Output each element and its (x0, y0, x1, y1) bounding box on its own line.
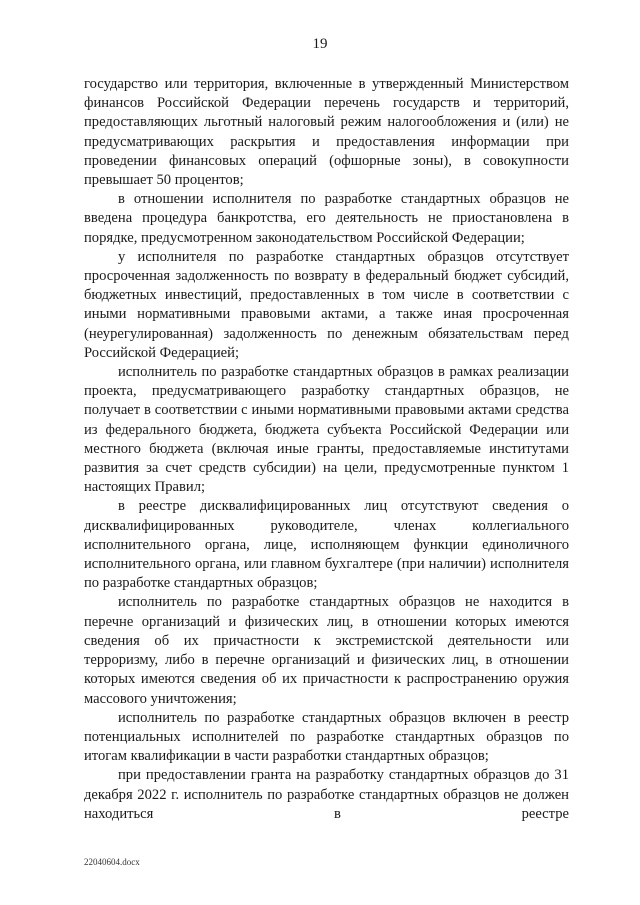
paragraph: исполнитель по разработке стандартных образцов не находится в перечне организаций и физических лиц, в отношении которых имеются сведения об их причастности к экстремистской деятельности или терроризму, либо в перечне организаций и физических лиц, в отношении которых имеются сведения об их причастности к распространению оружия массового уничтожения; (84, 594, 569, 707)
footer-filename: 22040604.docx (84, 857, 140, 867)
paragraph: у исполнителя по разработке стандартных образцов отсутствует просроченная задолженность по возврату в федеральный бюджет субсидий, бюджетных инвестиций, предоставленных в том числе в соответствии с иными нормативными правовыми актами, а также иная просроченная (неурегулированная) задолженность по денежным обязательствам перед Российской Федерацией; (84, 248, 569, 361)
document-body (84, 75, 569, 824)
paragraph: государство или территория, включенные в утвержденный Министерством финансов Российской Федерации перечень государств и территорий, предоставляющих льготный налоговый режим налогообложения и (или) не предусматривающих раскрытия и предоставления информации при проведении финансовых операций (офшорные зоны), в совокупности превышает 50 процентов; (84, 76, 569, 189)
page-number: 19 (312, 36, 328, 52)
paragraph: в отношении исполнителя по разработке стандартных образцов не введена процедура банкротства, его деятельность не приостановлена в порядке, предусмотренном законодательством Российской Федерации; (84, 191, 569, 246)
paragraph: исполнитель по разработке стандартных образцов в рамках реализации проекта, предусматривающего разработку стандартных образцов, не получает в соответствии с иными нормативными правовыми актами средства из федерального бюджета, бюджета субъекта Российской Федерации или местного бюджета (включая иные гранты, предоставляемые институтами развития за счет средств субсидии) на цели, предусмотренные пунктом 1 настоящих Правил; (84, 364, 569, 496)
paragraph: исполнитель по разработке стандартных образцов включен в реестр потенциальных исполнителей по разработке стандартных образцов по итогам квалификации в части разработки стандартных образцов; (84, 709, 569, 765)
paragraph: при предоставлении гранта на разработку стандартных образцов до 31 декабря 2022 г. исполнитель по разработке стандартных образцов не должен находиться в реестре (84, 767, 569, 822)
paragraph: в реестре дисквалифицированных лиц отсутствуют сведения о дисквалифицированных руководителе, членах коллегиального исполнительного органа, лице, исполняющем функции единоличного исполнительного органа, или главном бухгалтере (при наличии) исполнителя по разработке стандартных образцов; (84, 498, 569, 592)
